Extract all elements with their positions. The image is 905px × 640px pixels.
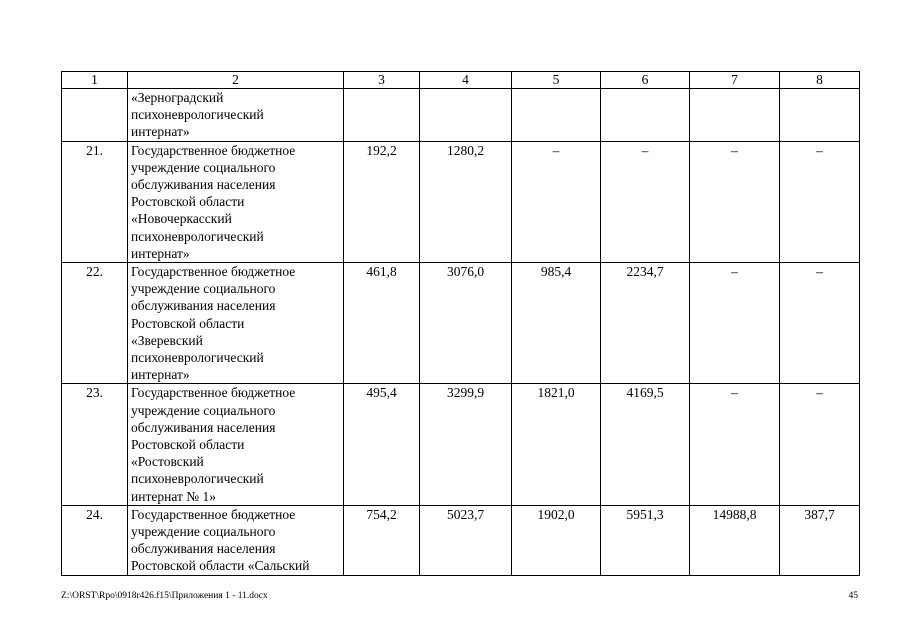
page-number: 45 <box>848 591 858 601</box>
row-number <box>62 89 128 142</box>
table-row <box>62 141 860 262</box>
cell-col4: 1280,2 <box>420 141 512 262</box>
row-number: 22. <box>62 263 128 384</box>
cell-col6: 2234,7 <box>601 263 690 384</box>
cell-col5 <box>512 89 601 142</box>
cell-col6: 5951,3 <box>601 505 690 575</box>
cell-col6 <box>601 89 690 142</box>
cell-col6: 4169,5 <box>601 384 690 505</box>
cell-col4: 3076,0 <box>420 263 512 384</box>
cell-col5: 1821,0 <box>512 384 601 505</box>
cell-col7: – <box>690 384 780 505</box>
cell-col3: 461,8 <box>344 263 420 384</box>
appendix-table <box>61 71 860 576</box>
cell-col3 <box>344 89 420 142</box>
cell-col3: 495,4 <box>344 384 420 505</box>
cell-col5: 985,4 <box>512 263 601 384</box>
institution-name: Государственное бюджетное учреждение социального обслуживания населения Ростовской области «Сальский <box>128 505 344 575</box>
column-header: 6 <box>601 72 690 89</box>
cell-col8: – <box>780 263 860 384</box>
cell-col4: 3299,9 <box>420 384 512 505</box>
institution-name: Государственное бюджетное учреждение социального обслуживания населения Ростовской области «Ростовский психоневрологический интернат № 1» <box>128 384 344 505</box>
document-path: Z:\ORST\Rpo\0918r426.f15\Приложения 1 - 11.docx <box>61 591 268 601</box>
table-row <box>62 384 860 505</box>
table-row <box>62 263 860 384</box>
cell-col7: – <box>690 141 780 262</box>
row-number: 23. <box>62 384 128 505</box>
cell-col5: 1902,0 <box>512 505 601 575</box>
institution-name: Государственное бюджетное учреждение социального обслуживания населения Ростовской области «Зверевский психоневрологический интернат» <box>128 263 344 384</box>
cell-col5: – <box>512 141 601 262</box>
cell-col4 <box>420 89 512 142</box>
cell-col7 <box>690 89 780 142</box>
cell-col3: 192,2 <box>344 141 420 262</box>
cell-col8: – <box>780 141 860 262</box>
cell-col7: 14988,8 <box>690 505 780 575</box>
cell-col7: – <box>690 263 780 384</box>
column-header: 7 <box>690 72 780 89</box>
column-header: 4 <box>420 72 512 89</box>
table-row <box>62 89 860 142</box>
row-number: 21. <box>62 141 128 262</box>
column-header: 2 <box>128 72 344 89</box>
column-header: 5 <box>512 72 601 89</box>
column-header: 8 <box>780 72 860 89</box>
institution-name: Государственное бюджетное учреждение социального обслуживания населения Ростовской области «Новочеркасский психоневрологический интернат» <box>128 141 344 262</box>
institution-name: «Зерноградский психоневрологический интернат» <box>128 89 344 142</box>
cell-col4: 5023,7 <box>420 505 512 575</box>
cell-col8: 387,7 <box>780 505 860 575</box>
header-row <box>62 72 860 89</box>
column-header: 1 <box>62 72 128 89</box>
cell-col3: 754,2 <box>344 505 420 575</box>
column-header: 3 <box>344 72 420 89</box>
cell-col8 <box>780 89 860 142</box>
cell-col8: – <box>780 384 860 505</box>
row-number: 24. <box>62 505 128 575</box>
cell-col6: – <box>601 141 690 262</box>
table-row <box>62 505 860 575</box>
